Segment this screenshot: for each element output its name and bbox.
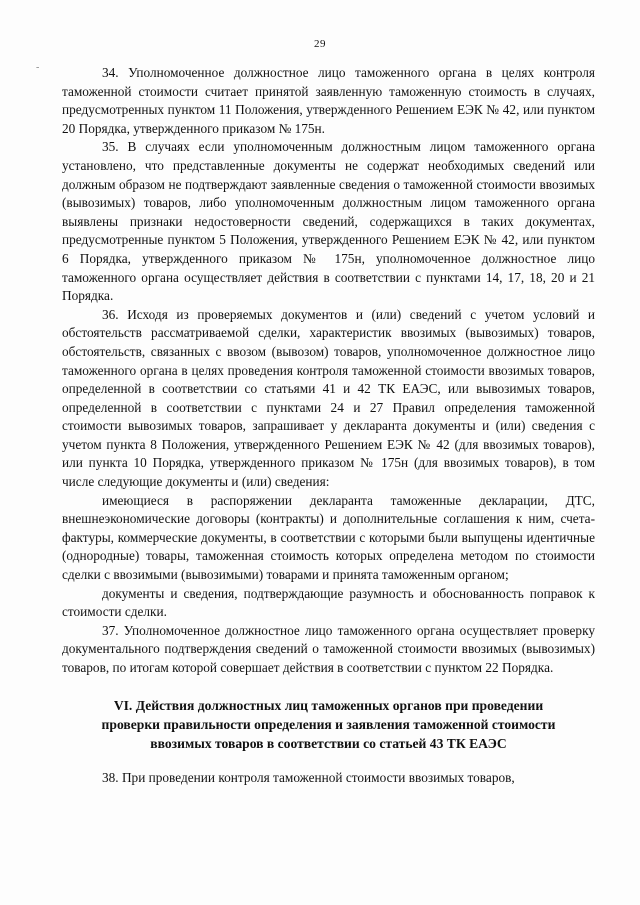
paragraph-34: 34. Уполномоченное должностное лицо таможенного органа в целях контроля таможенной стоимости считает принятой заявленную таможенную стоимость в случаях, предусмотренных пунктом 11 Положения, утвержденного Решением ЕЭК № 42, или пунктом 20 Порядка, утвержденного приказом № 175н. — [62, 65, 595, 136]
section-heading — [62, 696, 595, 753]
section-heading-line-2: проверки правильности определения и заявления таможенной стоимости — [101, 716, 556, 732]
paragraph-35: 35. В случаях если уполномоченным должностным лицом таможенного органа установлено, что представленные документы не содержат необходимых сведений или должным образом не подтверждают заявленные сведения о таможенной стоимости ввозимых (вывозимых) товаров, либо уполномоченным должностным лицом таможенного органа выявлены признаки недостоверности сведений, содержащихся в таких документах, предусмотренные пунктом 5 Положения, утвержденного Решением ЕЭК № 42, или пунктом 6 Порядка, утвержденного приказом № 175н, уполномоченное должностное лицо таможенного органа осуществляет действия в соответствии с пунктами 14, 17, 18, 20 и 21 Порядка. — [62, 139, 595, 304]
scan-speck: - — [36, 62, 40, 73]
paragraph-37: 37. Уполномоченное должностное лицо таможенного органа осуществляет проверку документального подтверждения сведений о таможенной стоимости ввозимых (вывозимых) товаров, по итогам которой совершает действия в соответствии с пунктом 22 Порядка. — [62, 622, 595, 675]
section-heading-line-1: VI. Действия должностных лиц таможенных органов при проведении — [113, 697, 544, 713]
document-body — [62, 64, 595, 787]
paragraph-36-item-2: документы и сведения, подтверждающие разумность и обоснованность поправок к стоимости сделки. — [62, 585, 595, 620]
paragraph-38: 38. При проведении контроля таможенной стоимости ввозимых товаров, — [102, 769, 515, 785]
paragraph-36-item-1: имеющиеся в распоряжении декларанта таможенные декларации, ДТС, внешнеэкономические договоры (контракты) и дополнительные соглашения к ним, счета-фактуры, коммерческие документы, в соответствии с которыми были выпущены идентичные (однородные) товары, таможенная стоимость которых определена методом по стоимости сделки с ввозимыми (вывозимыми) товарами и принята таможенным органом; — [62, 492, 595, 583]
section-heading-line-3: ввозимых товаров в соответствии со статьей 43 ТК ЕАЭС — [150, 735, 507, 751]
paragraph-36: 36. Исходя из проверяемых документов и (или) сведений с учетом условий и обстоятельств рассматриваемой сделки, характеристик ввозимых (вывозимых) товаров, обстоятельств, связанных с ввозом (вывозом) товаров, уполномоченное должностное лицо таможенного органа в целях проведения контроля таможенной стоимости ввозимых товаров, определенной в соответствии со статьями 41 и 42 ТК ЕАЭС, или вывозимых товаров, определенной в соответствии с пунктами 24 и 27 Правил определения таможенной стоимости вывозимых товаров, запрашивает у декларанта документы и (или) сведения с учетом пункта 8 Положения, утвержденного Решением ЕЭК № 42 (для ввозимых товаров), или пункта 10 Порядка, утвержденного приказом № 175н (для ввозимых товаров), в том числе следующие документы и (или) сведения: — [62, 306, 595, 490]
page-number: 29 — [314, 38, 326, 50]
